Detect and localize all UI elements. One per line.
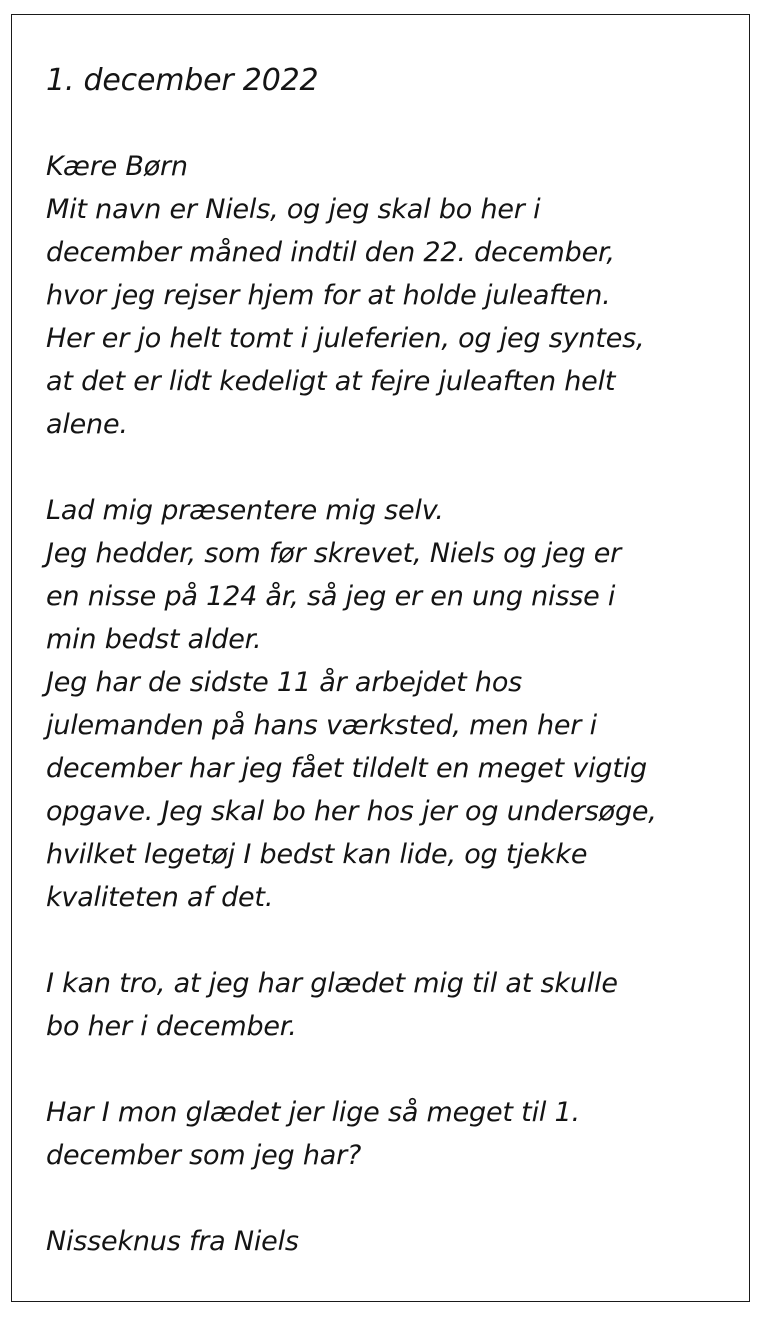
letter-line: Her er jo helt tomt i juleferien, og jeg syntes, [46, 323, 645, 354]
blank-line [46, 1048, 736, 1091]
letter-line: december måned indtil den 22. december, [46, 237, 615, 268]
letter-body [46, 59, 736, 1263]
letter-line: I kan tro, at jeg har glædet mig til at skulle [46, 968, 618, 999]
letter-date: 1. december 2022 [46, 63, 319, 98]
letter-line: Har I mon glædet jer lige så meget til 1. [46, 1097, 580, 1128]
letter-line: julemanden på hans værksted, men her i [46, 710, 597, 741]
letter-signoff: Nisseknus fra Niels [46, 1226, 299, 1257]
letter-line: alene. [46, 409, 128, 440]
letter-line: min bedst alder. [46, 624, 262, 655]
letter-line: hvor jeg rejser hjem for at holde juleaften. [46, 280, 611, 311]
letter-salutation: Kære Børn [46, 151, 188, 182]
letter-line: at det er lidt kedeligt at fejre juleaften helt [46, 366, 616, 397]
blank-line [46, 446, 736, 489]
blank-line [46, 102, 736, 145]
blank-line [46, 919, 736, 962]
letter-line: opgave. Jeg skal bo her hos jer og undersøge, [46, 796, 657, 827]
letter-line: en nisse på 124 år, så jeg er en ung nisse i [46, 581, 616, 612]
letter-line: hvilket legetøj I bedst kan lide, og tjekke [46, 839, 588, 870]
letter-frame [11, 14, 750, 1302]
letter-line: Mit navn er Niels, og jeg skal bo her i [46, 194, 541, 225]
letter-line: Lad mig præsentere mig selv. [46, 495, 444, 526]
letter-line: december som jeg har? [46, 1140, 362, 1171]
blank-line [46, 1177, 736, 1220]
letter-line: kvaliteten af det. [46, 882, 274, 913]
letter-line: bo her i december. [46, 1011, 297, 1042]
letter-line: december har jeg fået tildelt en meget vigtig [46, 753, 647, 784]
letter-line: Jeg har de sidste 11 år arbejdet hos [46, 667, 523, 698]
letter-line: Jeg hedder, som før skrevet, Niels og jeg er [46, 538, 622, 569]
